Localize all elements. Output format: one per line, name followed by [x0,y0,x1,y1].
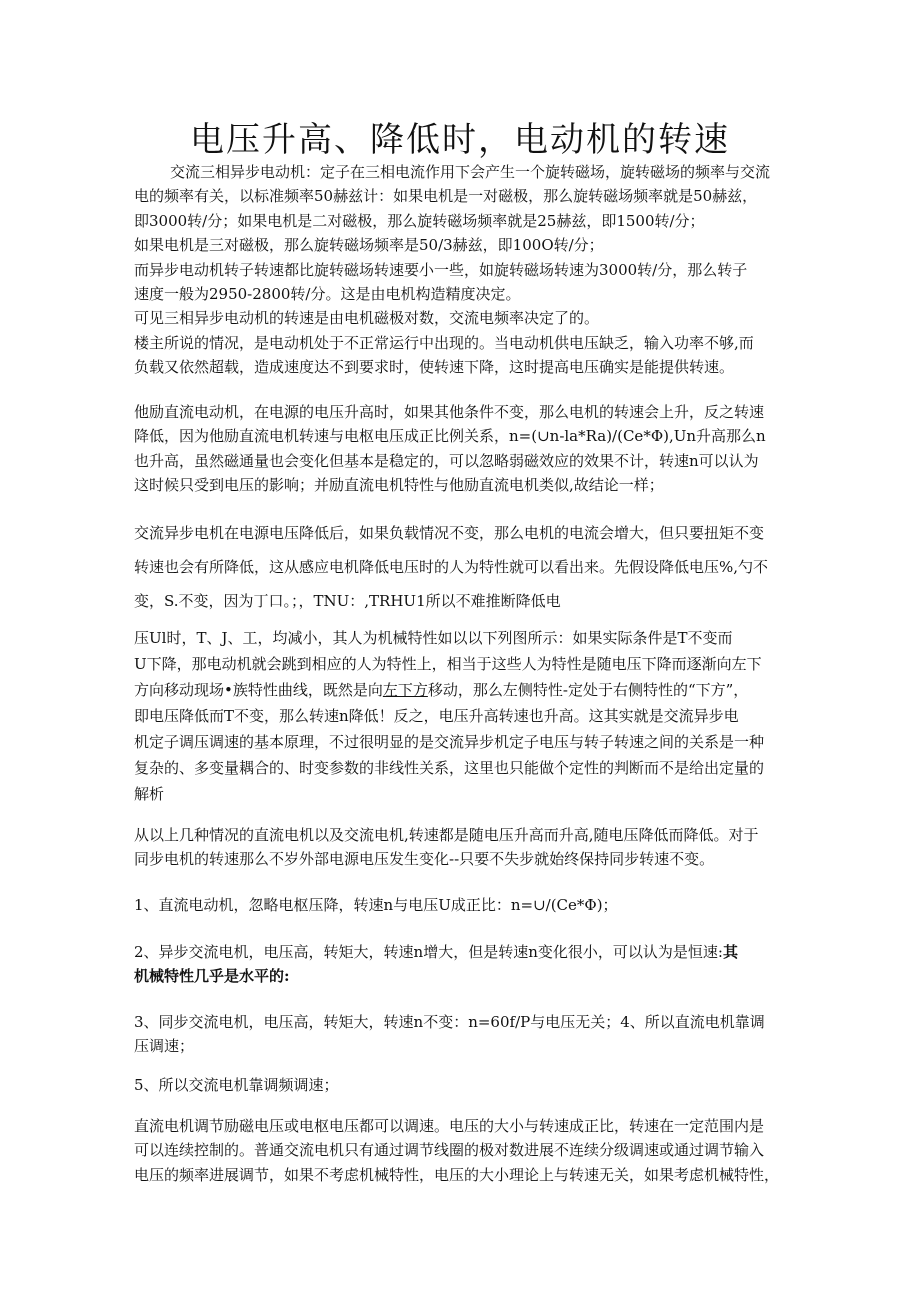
text-line: 速度一般为2950-2800转/分。这是由电机构造精度决定。 [134,285,521,304]
paragraph-speed-control [134,1114,794,1187]
paragraph-dc-motor [134,400,794,498]
paragraph-characteristic-curves [134,625,794,807]
text-line: 交流三相异步电动机：定子在三相电流作用下会产生一个旋转磁场，旋转磁场的频率与交流 [170,163,771,181]
text-line: 机定子调压调速的基本原理，不过很明显的是交流异步机定子电压与转子转速之间的关系是一种 [134,733,765,751]
text-line: 可以连续控制的。普通交流电机只有通过调节线圈的极对数进展不连续分级调速或通过调节输入 [134,1141,765,1160]
text-line [134,677,794,703]
text-line: 降低，因为他励直流电机转速与电枢电压成正比例关系，n=(∪n-la*Ra)/(Ce*Φ),Un升高那么n [134,427,766,446]
text-line: 转速也会有所降低，这从感应电机降低电压时的人为特性就可以看出来。先假设降低电压%,勺不 [134,558,769,576]
text-line: 解析 [134,785,165,803]
text-line: 交流异步电机在电源电压降低后，如果负载情况不变，那么电机的电流会增大，但只要扭矩不变 [134,524,765,542]
list-item-dc [134,893,794,917]
text-line: 而异步电动机转子转速都比旋转磁场转速要小一些，如旋转磁场转速为3000转/分，那么转子 [134,260,748,279]
paragraph-summary [134,823,794,872]
paragraph-async-motor-speed [134,160,794,380]
underlined-text: 左下方 [382,681,428,699]
bold-text: 其 [722,943,738,961]
text-run: 方向移动现场•族特性曲线，既然是向 [134,681,383,699]
text-line: 复杂的、多变量耦合的、时变参数的非线性关系，这里也只能做个定性的判断而不是给出定量的 [134,759,765,777]
text-line: 也升高，虽然磁通量也会变化但基本是稳定的，可以忽略弱磁效应的效果不计，转速n可以认为 [134,451,759,470]
text-line: 楼主所说的情况，是电动机处于不正常运行中出现的。当电动机供电压缺乏，输入功率不够,而 [134,333,754,352]
text-line: 电的频率有关，以标准频率50赫兹计：如果电机是一对磁极，那么旋转磁场频率就是50赫兹， [134,187,758,206]
page-title: 电压升高、降低时，电动机的转速 [190,120,730,160]
text-line: 直流电机调节励磁电压或电枢电压都可以调速。电压的大小与转速成正比，转速在一定范围内是 [134,1117,765,1135]
text-line: 压Ul时，T、J、工，均减小，其人为机械特性如以以下列图所示：如果实际条件是T不变而 [134,629,733,647]
text-run: 2、异步交流电机，电压高，转矩大，转速n增大，但是转速n变化很小，可以认为是恒速: [134,943,723,961]
text-line: 同步电机的转速那么不岁外部电源电压发生变化--只要不失步就始终保持同步转速不变。 [134,850,715,869]
text-line: 他励直流电动机，在电源的电压升高时，如果其他条件不变，那么电机的转速会上升，反之转速 [134,403,765,421]
paragraph-ac-voltage-drop [134,516,794,618]
text-line: 负载又依然超载，造成速度达不到要求时，使转速下降，这时提高电压确实是能提供转速。 [134,358,735,377]
text-line [134,940,794,964]
text-line: U下降，那电动机就会跳到相应的人为特性上，相当于这些人为特性是随电压下降而逐渐向左下 [134,655,762,673]
text-line: 即3000转/分；如果电机是二对磁极，那么旋转磁场频率就是25赫兹，即1500转/分； [134,211,705,230]
text-line: 压调速； [134,1037,195,1056]
list-item-async [134,940,794,989]
text-line: 从以上几种情况的直流电机以及交流电机,转速都是随电压升高而升高,随电压降低而降低。对于 [134,826,759,844]
text-line: 5、所以交流电机靠调频调速； [134,1076,339,1094]
text-line: 这时候只受到电压的影响；并励直流电机特性与他励直流电机类似,故结论一样； [134,476,664,495]
text-line: 1、直流电动机，忽略电枢压降，转速n与电压U成正比：n=∪/(Ce*Φ)； [134,896,618,914]
text-line: 3、同步交流电机，电压高，转矩大，转速n不变：n=60f/P与电压无关；4、所以直流电机靠调 [134,1013,765,1031]
text-line: 如果电机是三对磁极，那么旋转磁场频率是50/3赫兹，即100O转/分； [134,236,604,255]
text-line: 可见三相异步电动机的转速是由电机磁极对数，交流电频率决定了的。 [134,309,600,328]
list-item-ac [134,1073,794,1097]
text-line: 即电压降低而T不变，那么转速n降低！反之，电压升高转速也升高。这其实就是交流异步电 [134,707,739,725]
bold-text-line: 机械特性几乎是水平的: [134,967,290,986]
text-line: 变，S.不变，因为丁口。；，TNU：,TRHU1所以不难推断降低电 [134,592,561,610]
list-item-sync [134,1010,794,1059]
text-line: 电压的频率进展调节，如果不考虑机械特性，电压的大小理论上与转速无关，如果考虑机械特性， [134,1165,780,1184]
text-run: 移动，那么左侧特性-定处于右侧特性的“下方”， [427,681,749,699]
